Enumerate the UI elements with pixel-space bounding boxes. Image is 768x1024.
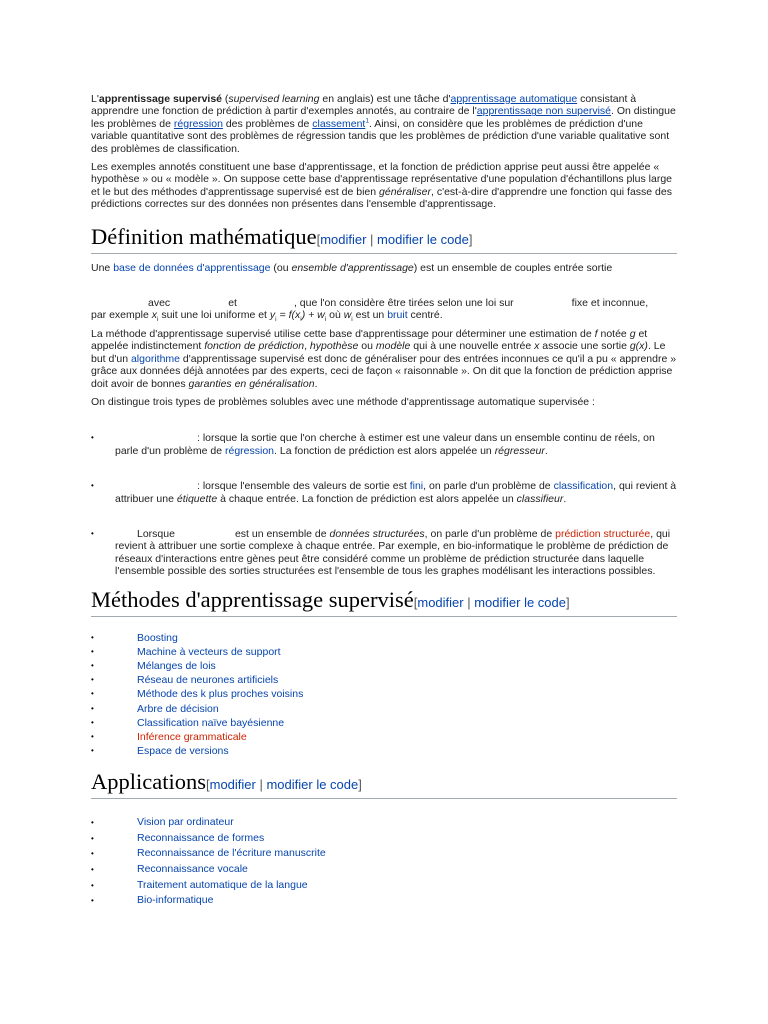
bullet-icon: • [91, 660, 94, 670]
link-apprentissage-automatique[interactable]: apprentissage automatique [450, 93, 578, 105]
link-algorithme[interactable]: algorithme [130, 352, 180, 365]
section-heading-methodes [91, 588, 677, 617]
definition-paragraph-2 [91, 297, 677, 322]
list-item [91, 878, 677, 894]
math-sub: i [156, 316, 159, 324]
bullet-icon: • [91, 818, 94, 828]
separator: | [463, 594, 475, 610]
math-var: y [269, 309, 276, 322]
bullet-icon: • [91, 833, 94, 843]
redlink-prediction-structuree[interactable]: prédiction structurée [555, 527, 651, 540]
math-var: x [151, 309, 157, 322]
text: (ou [270, 261, 292, 274]
math-var: g [629, 327, 636, 340]
problem-types-list [91, 432, 677, 577]
link-arbre-de-decision[interactable]: Arbre de décision [137, 702, 219, 715]
section-title: Applications [91, 769, 206, 795]
text: : lorsque l'ensemble des valeurs de sortie est [197, 480, 410, 493]
separator: | [255, 777, 267, 793]
emphasis: classifieur [516, 492, 564, 505]
text: avec [148, 297, 171, 310]
text: La méthode d'apprentissage supervisé utilise cette base d'apprentissage pour déterminer une estimation de [91, 327, 595, 340]
bullet-icon: • [91, 717, 94, 727]
text: est un [352, 309, 388, 322]
link-regression[interactable]: régression [173, 117, 223, 130]
link-apprentissage-non-supervise[interactable]: apprentissage non supervisé [476, 105, 612, 118]
edit-link[interactable]: modifier [417, 594, 464, 610]
intro-paragraph-2 [91, 161, 677, 211]
link-bio-informatique[interactable]: Bio-informatique [137, 894, 214, 907]
emphasis: garanties en généralisation [188, 377, 315, 390]
math-var: f [594, 327, 598, 340]
edit-code-link[interactable]: modifier le code [377, 231, 469, 247]
link-tal[interactable]: Traitement automatique de la langue [137, 878, 308, 891]
bracket: ] [566, 594, 570, 610]
bullet-icon: • [91, 703, 94, 713]
text: Les exemples annotés constituent une base d'apprentissage, et la fonction de prédiction apprise peut aussi être appelée « hypothèse » ou « modèle ». On suppose cette base d'apprentissage représentative d'une population d'échantillons plus large et le but des méthodes d'apprentissage supervisé est de bien [91, 161, 672, 198]
math: g(x) [629, 340, 648, 353]
section-title: Définition mathématique [91, 223, 317, 249]
list-item [91, 730, 677, 744]
bullet-icon: • [91, 896, 94, 906]
text: et appelée indistinctement [91, 327, 648, 353]
text: . Le but d'un [91, 340, 666, 365]
edit-link[interactable]: modifier [320, 231, 367, 247]
link-svm[interactable]: Machine à vecteurs de support [137, 645, 281, 658]
list-item-classification [91, 480, 677, 505]
text: des problèmes de [222, 117, 313, 130]
link-bruit[interactable]: bruit [387, 309, 408, 322]
bullet-icon: • [91, 632, 94, 642]
separator: | [366, 231, 378, 247]
math-sub: i [300, 316, 302, 324]
list-item [91, 673, 677, 687]
text: , c'est-à-dire d'apprendre une fonction qui fasse des prédictions correctes sur des données non présentes dans l'ensemble d'apprentissage. [91, 185, 672, 211]
redlink-inference-grammaticale[interactable]: Inférence grammaticale [137, 730, 247, 743]
list-item-structured [91, 528, 677, 578]
list-item [91, 716, 677, 730]
bullet-icon: • [91, 731, 94, 741]
intro-paragraph-1 [91, 93, 677, 155]
emphasis: ensemble d'apprentissage [291, 261, 414, 274]
text: consistant à apprendre une fonction de prédiction à partir d'exemples annotés, au contraire de l' [91, 93, 637, 118]
edit-links [414, 595, 570, 610]
link-reconnaissance-vocale[interactable]: Reconnaissance vocale [137, 863, 248, 876]
bullet-icon: • [91, 528, 94, 538]
math-var: x [534, 340, 540, 353]
text: , qui revient à attribuer une [115, 480, 677, 505]
text: centré. [407, 309, 443, 322]
math: ) + w [301, 309, 325, 322]
methods-list [91, 631, 677, 759]
link-espace-de-versions[interactable]: Espace de versions [137, 745, 229, 758]
text: . La fonction de prédiction est alors appelée un [274, 444, 495, 457]
list-item [91, 702, 677, 716]
emphasis: fonction de prédiction [204, 340, 305, 353]
applications-list [91, 815, 677, 909]
text: associe une sortie [539, 340, 630, 353]
text: . [314, 377, 318, 390]
edit-link[interactable]: modifier [209, 777, 256, 793]
definition-paragraph-4: On distingue trois types de problèmes solubles avec une méthode d'apprentissage automatique supervisée : [91, 395, 595, 408]
math: = [276, 309, 289, 322]
term-english: supervised learning [228, 93, 320, 105]
bracket: [ [413, 594, 418, 610]
emphasis: hypothèse [309, 340, 359, 353]
text: fixe et inconnue, [571, 297, 649, 310]
section-heading-definition [91, 225, 677, 254]
emphasis: étiquette [176, 492, 218, 505]
list-item [91, 831, 677, 847]
text: d'apprentissage supervisé est donc de généraliser pour des entrées inconnues ce qu'il a pu « apprendre » grâce aux données déjà annotées par des experts, ceci de façon « raisonnable ». On dit que la fonction de prédiction apprise doit avoir de bonnes [91, 352, 677, 390]
edit-links [206, 777, 362, 792]
math-sub: i [351, 316, 353, 324]
list-item [91, 815, 677, 831]
link-regression[interactable]: régression [225, 444, 275, 457]
text: ( [222, 93, 229, 105]
text: . [544, 444, 548, 457]
link-vision-par-ordinateur[interactable]: Vision par ordinateur [137, 816, 234, 829]
emphasis: régresseur [494, 444, 545, 457]
text: ) est un ensemble de couples entrée sortie [413, 261, 613, 274]
text: est un ensemble de [234, 527, 330, 540]
list-item [91, 846, 677, 862]
bracket: ] [358, 777, 362, 793]
bracket: [ [316, 231, 321, 247]
bracket: [ [205, 777, 210, 793]
text: à chaque entrée. La fonction de prédiction est alors appelée un [217, 492, 517, 505]
list-item [91, 687, 677, 701]
math-sub: i [275, 316, 277, 324]
edit-code-link[interactable]: modifier le code [266, 777, 359, 793]
text: Lorsque [137, 527, 175, 540]
list-item [91, 893, 677, 909]
text: , qui revient à attribuer une sortie complexe à chaque entrée. Par exemple, en bio-informatique le problème de prédiction de réseaux d'interactions entre gènes peut être considéré comme un problème de prédiction structurée dans laquelle l'ensemble possible des sorties structurées est l'ensemble de tous les graphes modélisant les interactions possibles. [115, 527, 671, 578]
text: notée [597, 327, 630, 340]
list-item [91, 645, 677, 659]
list-item [91, 862, 677, 878]
text: suit une loi uniforme et [158, 309, 270, 322]
math-sub: i [324, 316, 327, 324]
link-fini[interactable]: fini [409, 480, 424, 493]
bracket: ] [468, 231, 473, 247]
math: f(x [288, 309, 301, 322]
math-var: w [343, 309, 352, 322]
bullet-icon: • [91, 746, 94, 756]
text: . On distingue les problèmes de [91, 105, 676, 130]
list-item [91, 659, 677, 673]
list-item [91, 631, 677, 645]
text: , que l'on considère être tirées selon une loi sur [293, 297, 514, 310]
list-item-regression [91, 432, 677, 457]
text: . Ainsi, on considère que les problèmes de prédiction d'une variable quantitative sont des problèmes de régression tandis que les problèmes de prédiction d'une variable qualitative sont des problèmes de classification. [91, 117, 670, 155]
text: Une [91, 261, 114, 274]
reference-1[interactable]: 1 [365, 117, 369, 125]
bullet-icon: • [91, 646, 94, 656]
bullet-icon: • [91, 481, 94, 491]
emphasis: modèle [375, 340, 411, 353]
text: ou [358, 340, 376, 353]
bullet-icon: • [91, 880, 94, 890]
article-body [91, 93, 677, 909]
edit-links [317, 232, 473, 247]
text: , on parle d'un problème de [423, 480, 554, 493]
link-reconnaissance-de-formes[interactable]: Reconnaissance de formes [137, 831, 265, 844]
bullet-icon: • [91, 849, 94, 859]
text: en anglais) est une tâche d' [319, 93, 451, 105]
text: où [326, 309, 344, 322]
bullet-icon: • [91, 865, 94, 875]
section-title: Méthodes d'apprentissage supervisé [91, 586, 414, 612]
bullet-icon: • [91, 433, 94, 443]
definition-paragraph-1 [91, 262, 677, 274]
text: . [563, 492, 567, 505]
link-reseau-de-neurones[interactable]: Réseau de neurones artificiels [137, 674, 279, 687]
term-bold: apprentissage supervisé [98, 93, 222, 105]
text: qui à une nouvelle entrée [410, 340, 535, 353]
bullet-icon: • [91, 689, 94, 699]
list-item [91, 744, 677, 758]
link-boosting[interactable]: Boosting [137, 631, 178, 644]
link-knn[interactable]: Méthode des k plus proches voisins [137, 688, 304, 701]
emphasis: données structurées [329, 527, 425, 540]
link-classement[interactable]: classement [312, 117, 366, 130]
bullet-icon: • [91, 675, 94, 685]
section-heading-applications [91, 770, 677, 799]
link-ecriture-manuscrite[interactable]: Reconnaissance de l'écriture manuscrite [137, 847, 326, 860]
formula-placeholder [91, 274, 677, 297]
link-melanges-de-lois[interactable]: Mélanges de lois [137, 659, 216, 672]
definition-paragraph-3 [91, 328, 677, 390]
text: par exemple [91, 309, 152, 322]
text: : lorsque la sortie que l'on cherche à estimer est une valeur dans un ensemble continu de réels, on parle d'un problème de [115, 432, 655, 457]
text: , on parle d'un problème de [424, 527, 556, 540]
link-classification[interactable]: classification [553, 480, 614, 493]
link-base-de-donnees[interactable]: base de données d'apprentissage [113, 261, 271, 274]
edit-code-link[interactable]: modifier le code [474, 594, 566, 610]
text: , [304, 340, 310, 353]
emphasis: généraliser [379, 185, 431, 198]
text: et [228, 297, 237, 310]
text: L' [91, 93, 99, 105]
link-bayesien-naif[interactable]: Classification naïve bayésienne [137, 716, 285, 729]
